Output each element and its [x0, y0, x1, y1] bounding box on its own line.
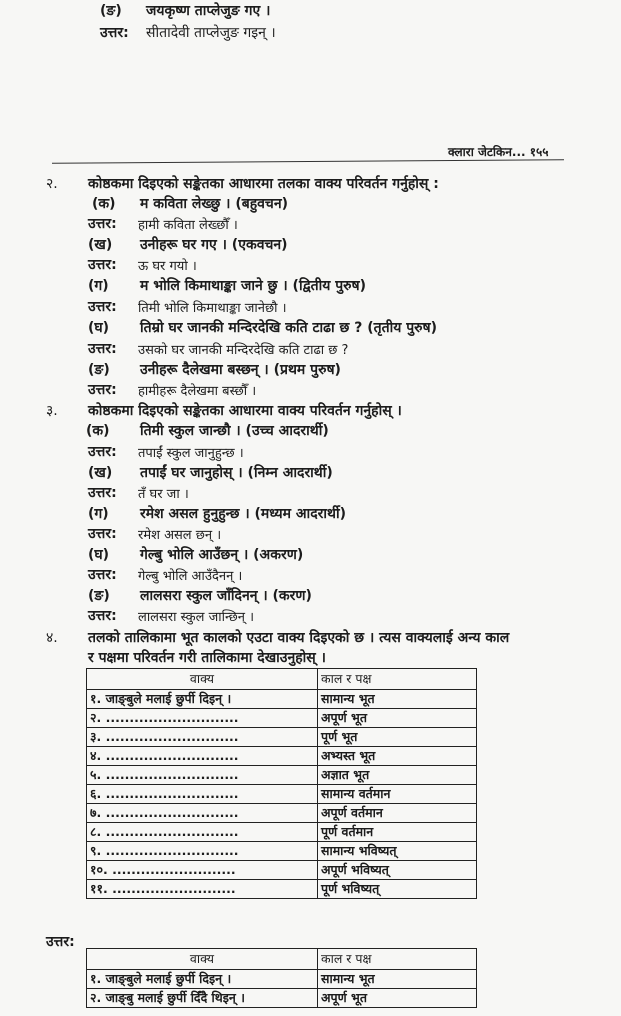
q2-answer-label: उत्तर:: [88, 216, 117, 232]
table-row: [87, 804, 477, 823]
q3-answer-label: उत्तर:: [88, 444, 117, 460]
q3-item-question: तिमी स्कुल जान्छौ । (उच्च आदरार्थी): [140, 423, 329, 439]
header-tense-aspect: काल र पक्ष: [318, 669, 477, 690]
q2-answer-label: उत्तर:: [88, 341, 117, 357]
q2-answer-label: उत्तर:: [88, 257, 117, 273]
top-answer-text: सीतादेवी ताप्लेजुङ गइन् ।: [146, 25, 276, 41]
q2-answer-text: हामीहरू दैलेखमा बस्छौँ ।: [138, 384, 257, 399]
table-row: [87, 880, 477, 899]
q3-answer-text: तपाईं स्कुल जानुहुन्छ ।: [138, 446, 244, 461]
q2-item-label: (घ): [88, 320, 110, 336]
cell-tense-aspect: अज्ञात भूत: [318, 766, 477, 785]
q2-answer-text: हामी कविता लेख्छौँ ।: [138, 218, 238, 233]
running-head: क्लारा जेटकिन... १५५: [448, 145, 549, 159]
cell-sentence: १. जाङ्बुले मलाई छुर्पी दिइन् ।: [87, 970, 318, 989]
cell-sentence: १. जाङ्बुले मलाई छुर्पी दिइन् ।: [87, 690, 318, 709]
q3-answer-text: गेल्बु भोलि आउँदैनन् ।: [138, 569, 243, 584]
q2-item-label: (ग): [88, 278, 109, 294]
q2-item-label: (ङ): [88, 362, 110, 378]
table-row: [87, 989, 477, 1008]
q3-answer-text: तँ घर जा ।: [138, 487, 189, 502]
q3-item-label: (क): [86, 423, 110, 439]
q3-item-question: गेल्बु भोलि आउँछन् । (अकरण): [140, 547, 304, 563]
q2-item-label: (क): [92, 196, 116, 212]
table-row: [87, 728, 477, 747]
table-row: [87, 766, 477, 785]
q4-instruction-line2: र पक्षमा परिवर्तन गरी तालिकामा देखाउनुहोस् ।: [88, 650, 326, 666]
q3-answer-label: उत्तर:: [88, 567, 117, 583]
top-question-text: जयकृष्ण ताप्लेजुङ गए ।: [146, 3, 271, 19]
cell-tense-aspect: पूर्ण भूत: [318, 728, 477, 747]
cell-sentence: ४. ............................: [87, 747, 318, 766]
cell-sentence: ७. ............................: [87, 804, 318, 823]
header-sentence: वाक्य: [87, 949, 318, 970]
table-row: [87, 970, 477, 989]
cell-sentence: ५. ............................: [87, 766, 318, 785]
table-header-row: [87, 949, 477, 970]
cell-sentence: ८. ............................: [87, 823, 318, 842]
table-row: [87, 842, 477, 861]
cell-tense-aspect: पूर्ण वर्तमान: [318, 823, 477, 842]
q3-answer-label: उत्तर:: [88, 485, 117, 501]
q3-answer-label: उत्तर:: [88, 608, 117, 624]
q2-item-question: उनीहरू घर गए । (एकवचन): [140, 237, 288, 253]
q2-answer-label: उत्तर:: [88, 299, 117, 315]
cell-tense-aspect: सामान्य वर्तमान: [318, 785, 477, 804]
top-question-label: (ङ): [100, 3, 122, 19]
cell-sentence: ९. ............................: [87, 842, 318, 861]
cell-tense-aspect: अपूर्ण भविष्यत्: [318, 861, 477, 880]
header-sentence: वाक्य: [87, 669, 318, 690]
q2-item-label: (ख): [88, 237, 113, 253]
answer-label: उत्तर:: [46, 934, 75, 950]
q2-item-question: म कविता लेख्छु । (बहुवचन): [140, 196, 288, 212]
q3-item-label: (ङ): [88, 588, 110, 604]
q2-item-question: उनीहरू दैलेखमा बस्छन् । (प्रथम पुरुष): [140, 362, 341, 378]
cell-tense-aspect: सामान्य भविष्यत्: [318, 842, 477, 861]
q2-item-question: म भोलि किमाथाङ्का जाने छु । (द्वितीय पुरुष): [140, 278, 367, 294]
q2-number: २.: [46, 176, 58, 192]
table-row: [87, 690, 477, 709]
header-rule: [52, 159, 564, 164]
cell-tense-aspect: सामान्य भूत: [318, 970, 477, 989]
q2-answer-text: उसको घर जानकी मन्दिरदेखि कति टाढा छ ?: [138, 343, 349, 358]
table-row: [87, 785, 477, 804]
top-answer-label: उत्तर:: [100, 25, 129, 41]
q4-number: ४.: [46, 630, 58, 646]
answer-table: [86, 948, 477, 1008]
q2-answer-text: तिमी भोलि किमाथाङ्का जानेछौ ।: [138, 301, 287, 316]
q3-item-label: (ख): [88, 465, 113, 481]
table-row: [87, 861, 477, 880]
q2-answer-label: उत्तर:: [88, 382, 117, 398]
table-row: [87, 747, 477, 766]
q2-item-question: तिम्रो घर जानकी मन्दिरदेखि कति टाढा छ ? (तृतीय पुरुष): [140, 320, 438, 336]
q4-table: [86, 668, 477, 899]
q3-item-question: लालसरा स्कुल जाँदिनन् । (करण): [140, 588, 312, 604]
q3-item-label: (घ): [88, 547, 110, 563]
q3-item-question: रमेश असल हुनुहुन्छ । (मध्यम आदरार्थी): [140, 506, 346, 522]
cell-tense-aspect: अपूर्ण भूत: [318, 709, 477, 728]
cell-tense-aspect: अपूर्ण वर्तमान: [318, 804, 477, 823]
q3-item-label: (ग): [88, 506, 109, 522]
q3-item-question: तपाईं घर जानुहोस् । (निम्न आदरार्थी): [140, 465, 333, 481]
q2-answer-text: ऊ घर गयो ।: [138, 259, 197, 274]
cell-tense-aspect: पूर्ण भविष्यत्: [318, 880, 477, 899]
q3-answer-text: रमेश असल छन् ।: [138, 528, 222, 543]
q4-instruction-line1: तलको तालिकामा भूत कालको एउटा वाक्य दिइएको छ । त्यस वाक्यलाई अन्य काल: [88, 630, 510, 646]
cell-sentence: १०. ..........................: [87, 861, 318, 880]
table-header-row: [87, 669, 477, 690]
table-row: [87, 823, 477, 842]
q3-instruction: कोष्ठकमा दिइएको सङ्केतका आधारमा वाक्य परिवर्तन गर्नुहोस् ।: [88, 403, 402, 419]
table-row: [87, 709, 477, 728]
q3-answer-text: लालसरा स्कुल जान्छिन् ।: [138, 610, 255, 625]
cell-tense-aspect: सामान्य भूत: [318, 690, 477, 709]
cell-sentence: ११. ..........................: [87, 880, 318, 899]
q2-instruction: कोष्ठकमा दिइएको सङ्केतका आधारमा तलका वाक्य परिवर्तन गर्नुहोस् :: [88, 176, 439, 192]
cell-tense-aspect: अपूर्ण भूत: [318, 989, 477, 1008]
cell-sentence: २. जाङ्बु मलाई छुर्पी दिँदै थिइन् ।: [87, 989, 318, 1008]
q3-number: ३.: [46, 403, 58, 419]
cell-tense-aspect: अभ्यस्त भूत: [318, 747, 477, 766]
cell-sentence: २. ............................: [87, 709, 318, 728]
cell-sentence: ६. ............................: [87, 785, 318, 804]
q3-answer-label: उत्तर:: [88, 526, 117, 542]
cell-sentence: ३. ............................: [87, 728, 318, 747]
header-tense-aspect: काल र पक्ष: [318, 949, 477, 970]
